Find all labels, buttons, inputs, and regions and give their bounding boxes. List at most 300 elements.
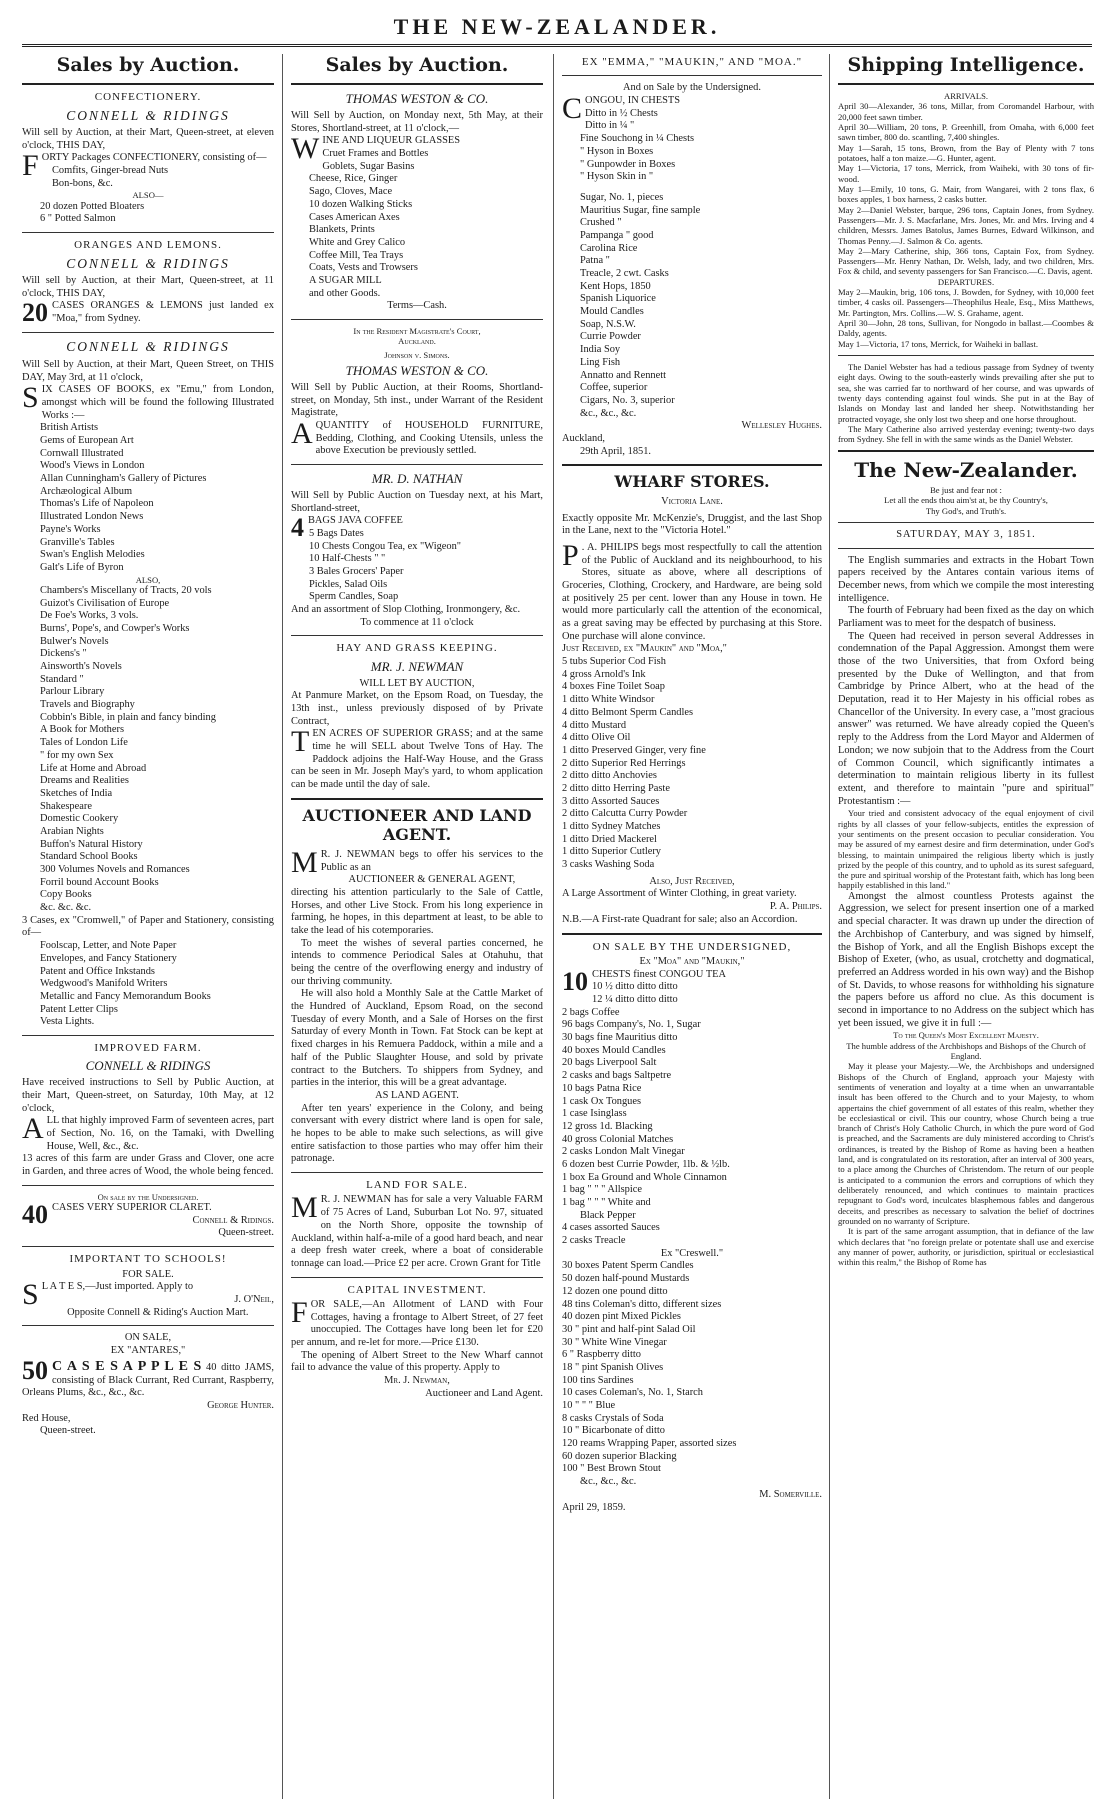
list-item: 1 ditto Preserved Ginger, very fine [562, 744, 706, 756]
arrivals-heading: ARRIVALS. [943, 91, 988, 102]
ad-body: CHESTS finest CONGOU TEA [592, 968, 727, 980]
rule [22, 1035, 274, 1036]
ad-heading: WHARF STORES. [614, 472, 770, 492]
list-item: Blankets, Prints [309, 224, 375, 236]
list-item: Allan Cunningham's Gallery of Pictures [40, 473, 207, 485]
list-item: 1 cask Ox Tongues [562, 1095, 642, 1107]
list-item: May 1—Victoria, 17 tons, Merrick, from Waiheki, with 30 tons of fir-wood. [838, 163, 1094, 184]
list-item: Copy Books [40, 889, 92, 901]
article-paragraph: Amongst the almost countless Protests against the Aggression, we select for present insertion one of a marked and special character. It was drawn up under the direction of the Archbishop of Canterbury, and was signed by himself, the Bishop of York, and all the English Bishops except the Bishop of Exeter, (who, as usual, crotchetty and dogmatical, preferred an Address worded in his own way) and the Bishop of St. Davids, to whose reasons for withholding his signature the papers before us afford no clue. As this document is second in importance to no Address on the subject which has yet been issued, we give it in full :— [838, 890, 1094, 1029]
list-item: 30 bags fine Mauritius ditto [562, 1032, 678, 1044]
list-item: Wedgwood's Manifold Writers [40, 978, 168, 990]
list-item: Patent Letter Clips [40, 1003, 118, 1015]
article-paragraph: The fourth of February had been fixed as the day on which Parliament was to meet for the despatch of business. [838, 605, 1094, 629]
rule [291, 635, 543, 636]
rule [291, 83, 543, 85]
case-name: Johnson v. Simons. [384, 349, 450, 360]
article-quote: May it please your Majesty.—We, the Archbishops and undersigned Bishops of the Church of England, approach your Majesty with sentiments of veneration and loyalty at a time when an unwarrantable insult has been offered to the Church and to your Majesty, to whom appertains the chief government of all estates of this realm, whether they be ecclesiastical or civil. This our country, whose Church being a true branch of Christ's Holy Catholic Church, in which the pure word of God is preached, and the Sacraments are duly ministered according to Christ's ordinances, is treated by the Bishop of Rome as having been a heathen land, and is congratulated on its restoration, after an interval of 300 years, to a place among the Churches of Christendom. The return of our people is anticipated to a communion the errors and corruptions of which they deliberately renounced, and which continues to maintain practices repugnant to God's word, inculcates blasphemous fables and dangerous deceits, and prescribes as necessary to salvation the belief of doctrines grounded on no warranty of Scripture. [838, 1061, 1094, 1226]
list-item: Gems of European Art [40, 435, 134, 447]
list-item: Fine Souchong in ¼ Chests [580, 133, 695, 145]
item-list [562, 656, 822, 872]
ad-paragraph: The opening of Albert Street to the New Wharf cannot fail to advance the value of this property. Apply to [291, 1349, 543, 1374]
quantity-number: 4 [291, 513, 304, 543]
list-item: Sketches of India [40, 787, 113, 799]
list-item: Sugar, No. 1, pieces [580, 191, 664, 203]
list-item: Archæological Album [40, 485, 133, 497]
list-item: 10 Half-Chests " " [309, 553, 386, 565]
column-1 [22, 54, 274, 1799]
ad-heading: ON SALE, [124, 1332, 172, 1344]
ad-text: Have received instructions to Sell by Public Auction, at their Mart, Queen-street, on Saturday, 10th May, at 12 o'clock, [22, 1077, 274, 1114]
list-item: Illustrated London News [40, 511, 144, 523]
list-item: April 30—William, 20 tons, P. Greenhill, from Omaha, with 6,000 feet sawn timber, 800 do. scantling, 7,400 shingles. [838, 122, 1094, 143]
ad-heading: IMPROVED FARM. [94, 1041, 202, 1054]
departures-heading: DEPARTURES. [937, 276, 995, 287]
list-item: 4 cases assorted Sauces [562, 1222, 660, 1234]
quantity-number: 10 [562, 966, 588, 996]
list-item: 2 casks Treacle [562, 1235, 626, 1247]
column-divider [829, 54, 830, 1799]
ad-text: Will Sell by Auction, on Monday next, 5th May, at their Stores, Shortland-street, at 11 o'clock,— [291, 110, 543, 134]
arrivals-list [838, 101, 1094, 276]
list-item: 4 gross Arnold's Ink [562, 668, 646, 680]
place: Auckland, [562, 432, 605, 444]
address-subheading: The humble address of the Archbishops and Bishops of the Church of England. [846, 1040, 1086, 1061]
list-item: 1 ditto Sydney Matches [562, 821, 661, 833]
list-item: Ditto in ½ Chests [585, 107, 658, 119]
list-item: 6 dozen best Currie Powder, 1lb. & ½lb. [562, 1158, 730, 1170]
article-quote: Your tried and consistent advocacy of the equal enjoyment of civil rights by all classes of your fellow-subjects, entitles the expression of your sentiments on the present occasion to peculiar consideration. You may be assured of my earnest desire and firm determination, under God's blessing, to maintain unimpaired the religious liberty which is justly prized by the people of this country, and to uphold as its surest safeguard, the pure and spiritual worship of the Protestant faith, which has long been happily established in this land." [838, 808, 1094, 891]
ad-subheading: FOR SALE. [122, 1268, 174, 1280]
list-item: 4 ditto Olive Oil [562, 732, 631, 744]
list-item: De Foe's Works, 3 vols. [40, 610, 139, 622]
list-item: Swan's English Melodies [40, 549, 145, 561]
list-item: Bulwer's Novels [40, 635, 109, 647]
list-item: Shakespeare [40, 800, 92, 812]
rule [838, 450, 1094, 452]
signature: Mr. J. Newman, [384, 1375, 450, 1387]
masthead: THE NEW-ZEALANDER. [393, 14, 721, 39]
auctioneer-name: THOMAS WESTON & CO. [345, 91, 489, 107]
list-item: 1 ditto Superior Cutlery [562, 846, 661, 858]
signature: Wellesley Hughes. [741, 420, 822, 432]
terms: Terms—Cash. [387, 300, 447, 312]
auctioneer-name: CONNELL & RIDINGS [66, 339, 230, 355]
ad-subheading: Ex "Creswell." [660, 1247, 724, 1259]
rule [22, 83, 274, 85]
list-item: May 2—Mary Catherine, ship, 366 tons, Captain Fox, from Sydney. Passengers—Mr. Henry Nathan, Dr. Welsh, lady, and two children, Mrs. Fox & child, and seventy passengers for San Francisco.—C. Davis, agent. [838, 245, 1094, 277]
auctioneer-name: THOMAS WESTON & CO. [345, 362, 489, 378]
list-item: May 2—Daniel Webster, barque, 296 tons, Captain Jones, from Sydney. Passengers—Mr. J. S. Macfarlane, Mrs. Jones, Mr. and Mrs. Irving and 4 children, Messrs. James Batolus, James Burnes, Edward Wilkinson, and Thomas Penny.—J. Salmon & Co. agents. [838, 204, 1094, 246]
list-item: Vesta Lights. [40, 1016, 95, 1028]
list-item: Pampanga " good [580, 229, 654, 241]
list-item: Cobbin's Bible, in plain and fancy binding [40, 711, 216, 723]
list-item: Domestic Cookery [40, 813, 119, 825]
list-item: Bon-bons, &c. [52, 177, 113, 189]
list-item: Coffee Mill, Tea Trays [309, 249, 404, 261]
list-item: 12 ¼ ditto ditto ditto [592, 994, 678, 1006]
ad-heading: In the Resident Magistrate's Court, [353, 326, 481, 337]
list-item: A Book for Mothers [40, 724, 124, 736]
drop-cap: S [22, 1278, 39, 1312]
ad-heading: On sale by the Undersigned. [97, 1191, 199, 1202]
list-item: and other Goods. [309, 287, 381, 299]
list-item: Galt's Life of Byron [40, 561, 124, 573]
list-item: &c. &c. &c. [40, 902, 92, 914]
signature: J. O'Neil, [234, 1293, 274, 1305]
list-item: 1 bag " " " Allspice [562, 1184, 642, 1196]
signature: P. A. Philips. [769, 901, 822, 913]
ad-body: IX CASES OF BOOKS, ex "Emu," from London, amongst which will be found the following Illustrated Works :— [41, 384, 274, 421]
list-item: 8 casks Crystals of Soda [562, 1412, 664, 1424]
list-item: Comfits, Ginger-bread Nuts [52, 165, 169, 177]
address: Queen-street. [218, 1227, 274, 1239]
list-item: 18 " pint Spanish Olives [562, 1361, 664, 1373]
list-item: May 1—Emily, 10 tons, G. Mair, from Wangarei, with 2 tons flax, 6 boxes apples, 1 box harness, 2 casks butter. [838, 183, 1094, 205]
ad-body: EN ACRES OF SUPERIOR GRASS; and at the same time he will SELL about Twelve Tons of Hay. The Paddock adjoins the Half-Way House, and the Grass can be seen in Mr. Joseph May's yard, to whom application can be made until the day of sale. [291, 728, 543, 791]
drop-cap: M [291, 1191, 318, 1225]
auctioneer-name: MR. D. NATHAN [371, 470, 463, 486]
ad-text: Will sell by Auction, at their Mart, Queen-street, at 11 o'clock, THIS DAY, [22, 275, 274, 299]
list-item: Dickens's " [40, 648, 87, 660]
list-item: Foolscap, Letter, and Note Paper [40, 940, 177, 952]
ad-text: 3 Cases, ex "Cromwell," of Paper and Stationery, consisting of— [22, 914, 274, 939]
ad-subheading: And on Sale by the Undersigned. [623, 82, 761, 94]
item-list [562, 108, 822, 184]
auctioneer-name: MR. J. NEWMAN [370, 658, 464, 674]
ad-heading: CONFECTIONERY. [94, 91, 202, 104]
list-item: 2 ditto ditto Anchovies [562, 770, 657, 782]
signature: M. Somerville. [759, 1488, 822, 1500]
list-item: Buffon's Natural History [40, 838, 143, 850]
list-item: 1 ditto White Windsor [562, 694, 655, 706]
list-item: Sperm Candles, Soap [309, 591, 399, 603]
auctioneer-name: CONNELL & RIDINGS [85, 1058, 211, 1074]
list-item: 30 " White Wine Vinegar [562, 1336, 667, 1348]
ad-heading: ORANGES AND LEMONS. [74, 239, 222, 252]
list-item: 300 Volumes Novels and Romances [40, 864, 190, 876]
article-quote: It is part of the same arrogant assumption, that in defiance of the law which declares that "no foreign prelate or potentate shall use and exercise any manner of power, authority, or jurisdiction, spiritual or ecclesiastical within this realm," the Bishop of Rome has [838, 1226, 1094, 1268]
list-item: 10 ½ ditto ditto ditto [592, 981, 678, 993]
list-item: Thomas's Life of Napoleon [40, 498, 154, 510]
rule [838, 522, 1094, 523]
ad-body: . A. PHILIPS begs most respectfully to call the attention of the Public of Auckland and its neighbourhood, to his Stores, situate as above, where all descriptions of Groceries, Clothing, Crockery, and Hardware, are being sold at positively 25 per cent. lower than any House in town. He would more particularly call the attention of the economical, as a great saving may be effected by purchasing at this Store. One purchase will alone convince. [562, 541, 822, 642]
list-item: Tales of London Life [40, 737, 128, 749]
ad-paragraph: After ten years' experience in the Colony, and being conversant with every district where land is open for sale, he hopes to be able to make such selections, as will give entire satisfaction to those parties who may offer him their patronage. [291, 1102, 543, 1165]
drop-cap: S [22, 381, 39, 415]
list-item: 10 " " " Blue [562, 1400, 616, 1412]
ad-body: BAGS JAVA COFFEE [308, 515, 403, 527]
rule [838, 355, 1094, 356]
list-item: Spanish Liquorice [580, 293, 656, 305]
list-item: Sago, Cloves, Mace [309, 186, 393, 198]
column-divider [282, 54, 283, 1799]
list-item: 1 case Isinglass [562, 1108, 627, 1120]
book-list [22, 585, 274, 915]
list-item: Payne's Works [40, 523, 101, 535]
top-rule [22, 44, 1092, 47]
item-list [562, 192, 822, 420]
list-item: 3 Bales Grocers' Paper [309, 565, 404, 577]
column-4 [838, 54, 1094, 1799]
list-item: 12 dozen one pound ditto [562, 1285, 668, 1297]
ad-paragraph: He will also hold a Monthly Sale at the Cattle Market of the Hundred of Auckland, Epsom Road, on the second Tuesday of every Month, and a Sale of Horses on the first Saturday of every Month in Town. Fat Stock can be kept at fixed charges in his Remuera Paddock, within a mile and a half of the Public Slaughter House, and sold by private contract to the Butchers. To shippers from Sydney, and parties in the interior, this will be a great advantage. [291, 988, 543, 1089]
list-item: 48 tins Coleman's ditto, different sizes [562, 1298, 722, 1310]
drop-cap: F [22, 149, 39, 183]
list-item: Ditto in ¼ " [585, 120, 635, 132]
list-item: 20 dozen Potted Bloaters [40, 200, 145, 212]
list-item: Chambers's Miscellany of Tracts, 20 vols [40, 584, 212, 596]
ad-subheading: Also, Just Received, [649, 875, 735, 887]
ad-text: Will Sell by Public Auction on Tuesday next, at his Mart, Shortland-street, [291, 489, 543, 514]
list-item: Metallic and Fancy Memorandum Books [40, 990, 211, 1002]
list-item: Life at Home and Abroad [40, 762, 147, 774]
list-item: 3 casks Washing Soda [562, 859, 655, 871]
column-3 [562, 54, 822, 1799]
ad-subheading: Victoria Lane. [661, 495, 723, 507]
date: 29th April, 1851. [580, 445, 652, 457]
ad-subheading: Just Received, ex "Maukin" and "Moa," [562, 643, 727, 655]
issue-date: SATURDAY, MAY 3, 1851. [896, 528, 1036, 540]
drop-cap: M [291, 845, 318, 879]
quantity-number: 40 [22, 1200, 48, 1230]
item-list [291, 148, 543, 300]
nota-bene: N.B.—A First-rate Quadrant for sale; also an Accordion. [562, 913, 798, 925]
rule [291, 464, 543, 465]
address: Queen-street. [40, 1425, 96, 1437]
list-item: 4 boxes Fine Toilet Soap [562, 681, 665, 693]
list-item: Ainsworth's Novels [40, 661, 122, 673]
drop-cap: C [562, 92, 583, 126]
item-list [562, 1260, 822, 1488]
list-item: 2 ditto Superior Red Herrings [562, 757, 686, 769]
ad-body: CASES VERY SUPERIOR CLARET. [52, 1202, 212, 1214]
item-list [22, 201, 274, 226]
list-item: 1 box Ea Ground and Whole Cinnamon [562, 1171, 727, 1183]
list-item: April 30—Alexander, 36 tons, Millar, from Coromandel Harbour, with 20,000 feet sawn timber. [838, 101, 1094, 122]
stationery-list [22, 940, 274, 1029]
list-item: 40 boxes Mould Candles [562, 1044, 666, 1056]
list-item: 4 ditto Belmont Sperm Candles [562, 706, 694, 718]
list-item: 2 casks London Malt Vinegar [562, 1146, 685, 1158]
list-item: Pickles, Salad Oils [309, 578, 388, 590]
rule [562, 75, 822, 76]
list-item: 10 Chests Congou Tea, ex "Wigeon" [309, 540, 462, 552]
auctioneer-name: CONNELL & RIDINGS [66, 255, 230, 271]
commence-time: To commence at 11 o'clock [360, 616, 474, 628]
ad-paragraph: A Large Assortment of Winter Clothing, in great variety. [562, 888, 797, 900]
ad-headline: C A S E S A P P L E S [52, 1358, 202, 1374]
list-item: Granville's Tables [40, 536, 115, 548]
column-2 [291, 54, 543, 1799]
list-item: Standard " [40, 673, 84, 685]
ad-paragraph: Exactly opposite Mr. McKenzie's, Druggist, and the last Shop in the Lane, next to the "Victoria Hotel." [562, 512, 822, 537]
article-paragraph: The Queen had received in person several Addresses in condemnation of the Papal Aggression. Amongst them were those of the two Universities, that from Oxford being presented by the Duke of Wellington, and that from Cambridge by Prince Albert, who at the head of the Deputation, read it to Her Majesty in his official robes as Chancellor of the University. In every case, a "most gracious answer" was returned. We have already copied the Queen's reply to the Address from the Lord Mayor and Aldermen of London; we now subjoin that to the Address from the Court of Common Council, which significantly intimates a determination to maintain religious liberty in its fullest extent, and therefore to maintain "pure and spiritual" Protestantism :— [838, 630, 1094, 807]
list-item: May 2—Maukin, brig, 106 tons, J. Bowden, for Sydney, with 10,000 feet timber, 4 casks oil. Passengers—Theophilus Heale, Esq., Miss Matthews, Mr. Partington, Mrs. Collins.—W. S. Grahame, agent. [838, 287, 1094, 318]
ad-subheading: AS LAND AGENT. [375, 1089, 459, 1101]
ad-body: ORTY Packages CONFECTIONERY, consisting of— [41, 152, 267, 164]
motto: Let all the ends thou aim'st at, be thy Country's, [884, 495, 1048, 506]
list-item: May 1—Sarah, 15 tons, Brown, from the Bay of Plenty with 7 tons potatoes, half a ton maize.—G. Hunter, agent. [838, 142, 1094, 164]
list-item: " Hyson in Boxes [580, 145, 654, 157]
list-item: 6 " Potted Salmon [40, 213, 116, 225]
list-item: 2 bags Coffee [562, 1006, 620, 1018]
signature-title: Auctioneer and Land Agent. [425, 1387, 543, 1399]
list-item: May 1—Victoria, 17 tons, Merrick, for Waiheki in ballast. [838, 338, 1039, 349]
departures-list [838, 287, 1094, 349]
ad-body: R. J. NEWMAN begs to offer his services to the Public as an [320, 848, 543, 873]
list-item: Cigars, No. 3, superior [580, 394, 675, 406]
list-item: " Gunpowder in Boxes [580, 158, 676, 170]
list-item: 1 bag " " " White and [562, 1197, 651, 1209]
list-item: 40 gross Colonial Matches [562, 1133, 674, 1145]
list-item: Travels and Biography [40, 699, 135, 711]
section-title: Sales by Auction. [325, 54, 509, 76]
drop-cap: W [291, 132, 320, 166]
list-item: 1 ditto Dried Mackerel [562, 833, 657, 845]
quantity-number: 50 [22, 1355, 48, 1385]
section-title: Sales by Auction. [56, 54, 240, 76]
list-item: White and Grey Calico [309, 236, 406, 248]
list-item: 6 " Raspberry ditto [562, 1349, 641, 1361]
newspaper-title: The New-Zealander. [854, 458, 1078, 483]
list-item: Envelopes, and Fancy Stationery [40, 952, 177, 964]
also-label: ALSO— [132, 190, 164, 201]
list-item: 96 bags Company's, No. 1, Sugar [562, 1019, 701, 1031]
rule [562, 464, 822, 466]
list-item: 12 gross 1d. Blacking [562, 1120, 653, 1132]
ad-heading: LAND FOR SALE. [366, 1179, 468, 1192]
rule [291, 798, 543, 800]
list-item: Soap, N.S.W. [580, 318, 636, 330]
drop-cap: A [22, 1112, 44, 1146]
ad-text: 13 acres of this farm are under Grass and Clover, one acre in Garden, and three acres of Wood, the whole being fenced. [22, 1153, 274, 1178]
item-list [22, 165, 274, 190]
list-item: " for my own Sex [40, 749, 114, 761]
motto: Be just and fear not : [930, 484, 1002, 495]
list-item: Patent and Office Inkstands [40, 965, 155, 977]
ad-subheading: WILL LET BY AUCTION, [359, 677, 475, 689]
list-item: 100 " Best Brown Stout [562, 1463, 661, 1475]
ad-text: Will Sell by Auction, at their Mart, Queen Street, on THIS DAY, May 3rd, at 11 o'clock, [22, 358, 274, 383]
list-item: Annatto and Rennett [580, 369, 666, 381]
section-title: Shipping Intelligence. [847, 54, 1085, 76]
list-item: Guizot's Civilisation of Europe [40, 597, 170, 609]
rule [22, 1325, 274, 1326]
list-item: 10 " Bicarbonate of ditto [562, 1425, 665, 1437]
list-item: 2 ditto Calcutta Curry Powder [562, 808, 688, 820]
list-item: 40 dozen pint Mixed Pickles [562, 1311, 681, 1323]
list-item: Treacle, 2 cwt. Casks [580, 268, 669, 280]
list-item: April 30—John, 28 tons, Sullivan, for Nongodo in ballast.—Coombes & Daldy, agents. [838, 318, 1094, 339]
list-item: 5 Bags Dates [309, 527, 364, 539]
ad-text: At Panmure Market, on the Epsom Road, on Tuesday, the 13th inst., unless previously disposed of by Private Contract, [291, 690, 543, 727]
drop-cap: F [291, 1295, 308, 1329]
list-item: 10 dozen Walking Sticks [309, 198, 413, 210]
list-item: 5 tubs Superior Cod Fish [562, 656, 666, 668]
drop-cap: T [291, 725, 310, 759]
ad-heading: ON SALE BY THE UNDERSIGNED, [592, 940, 792, 953]
list-item: Goblets, Sugar Basins [322, 160, 415, 172]
list-item: Arabian Nights [40, 825, 104, 837]
list-item: 30 " pint and half-pint Salad Oil [562, 1323, 696, 1335]
list-item: 3 ditto Assorted Sauces [562, 795, 660, 807]
list-item: British Artists [40, 422, 99, 434]
list-item: 100 tins Sardines [562, 1374, 634, 1386]
list-item: 2 casks and bags Saltpetre [562, 1070, 672, 1082]
rule [291, 319, 543, 320]
ad-text: And an assortment of Slop Clothing, Ironmongery, &c. [291, 604, 521, 615]
ad-body: OR SALE,—An Allotment of LAND with Four Cottages, having a frontage to Albert Street, of 27 feet unoccupied. The Cottages have long been let for £20 per annum, and re-let for more.—Price £130. [291, 1298, 543, 1349]
list-item: Mould Candles [580, 306, 644, 318]
drop-cap: P [562, 538, 579, 572]
column-divider [553, 54, 554, 1799]
list-item: 20 bags Liverpool Salt [562, 1057, 657, 1069]
ad-subheading: AUCTIONEER & GENERAL AGENT, [348, 874, 516, 886]
ad-heading: Auckland. [398, 336, 436, 347]
list-item: India Soy [580, 344, 621, 356]
signature: Connell & Ridings. [192, 1214, 274, 1226]
ad-paragraph: directing his attention particularly to the Sale of Cattle, Horses, and other Live Stock. From his long experience in farming, he hopes, in this department at least, to be able to take the lead of his cotemporaries. [291, 886, 543, 936]
ad-heading: HAY AND GRASS KEEPING. [336, 642, 498, 655]
address: Red House, [22, 1412, 71, 1424]
rule [22, 332, 274, 333]
book-list [22, 422, 274, 574]
ad-body: R. J. NEWMAN has for sale a very Valuable FARM of 75 Acres of Land, Suburban Lot No. 97, situated on the North Shore, opposite the township of Auckland, within half-a-mile of a good hard beach, and near a deep fresh water creek, where a boat of considerable tonnage can load.—Price £2 per acre. Crown Grant for Title [291, 1194, 543, 1269]
rule [838, 83, 1094, 85]
list-item: Cheese, Rice, Ginger [309, 173, 398, 185]
ad-body: L A T E S,—Just imported. Apply to [41, 1281, 194, 1293]
address: Opposite Connell & Riding's Auction Mart. [67, 1306, 249, 1318]
list-item: 10 bags Patna Rice [562, 1082, 642, 1094]
list-item: " Hyson Skin in " [580, 171, 654, 183]
ad-subheading: EX "ANTARES," [110, 1344, 186, 1356]
list-item: Cruet Frames and Bottles [322, 148, 429, 160]
list-item: 30 boxes Patent Sperm Candles [562, 1260, 694, 1272]
ad-body: QUANTITY of HOUSEHOLD FURNITURE, Bedding, Clothing, and Cooking Utensils, unless the above Execution be previously settled. [315, 419, 543, 457]
ad-body: CASES ORANGES & LEMONS just landed ex "Moa," from Sydney. [52, 300, 274, 325]
list-item: 2 ditto ditto Herring Paste [562, 782, 670, 794]
ad-subheading: Ex "Moa" and "Maukin," [639, 955, 745, 967]
ad-heading: AUCTIONEER AND LAND AGENT. [302, 805, 532, 845]
list-item: Parlour Library [40, 686, 105, 698]
list-item: Crushed " [580, 217, 622, 229]
quantity-number: 20 [22, 298, 48, 328]
list-item: Patna " [580, 255, 610, 267]
rule [22, 1246, 274, 1247]
shipping-note: The Mary Catherine also arrived yesterday evening; twenty-two days from Sydney. She fell in with the same winds as the Daniel Webster. [838, 423, 1094, 445]
list-item: 60 dozen superior Blacking [562, 1450, 677, 1462]
ad-heading: EX "EMMA," "MAUKIN," AND "MOA." [581, 56, 803, 68]
list-item: Currie Powder [580, 331, 641, 343]
item-list [291, 528, 543, 604]
auctioneer-name: CONNELL & RIDINGS [66, 107, 230, 123]
ad-text: Will Sell by Public Auction, at their Rooms, Shortland-street, on Monday, 5th inst., under Warrant of the Resident Magistrate, [291, 381, 543, 419]
ad-heading: IMPORTANT TO SCHOOLS! [69, 1253, 227, 1266]
rule [291, 1172, 543, 1173]
list-item: Carolina Rice [580, 242, 638, 254]
list-item: A SUGAR MILL [309, 274, 382, 286]
list-item: 120 reams Wrapping Paper, assorted sizes [562, 1438, 737, 1450]
rule [838, 548, 1094, 549]
rule [562, 933, 822, 935]
list-item: &c., &c., &c. [580, 1476, 637, 1488]
list-item: Coats, Vests and Trowsers [309, 262, 418, 274]
drop-cap: A [291, 416, 313, 450]
ad-body: INE AND LIQUEUR GLASSES [322, 135, 461, 147]
list-item: Standard School Books [40, 851, 138, 863]
signature: George Hunter. [207, 1400, 274, 1412]
